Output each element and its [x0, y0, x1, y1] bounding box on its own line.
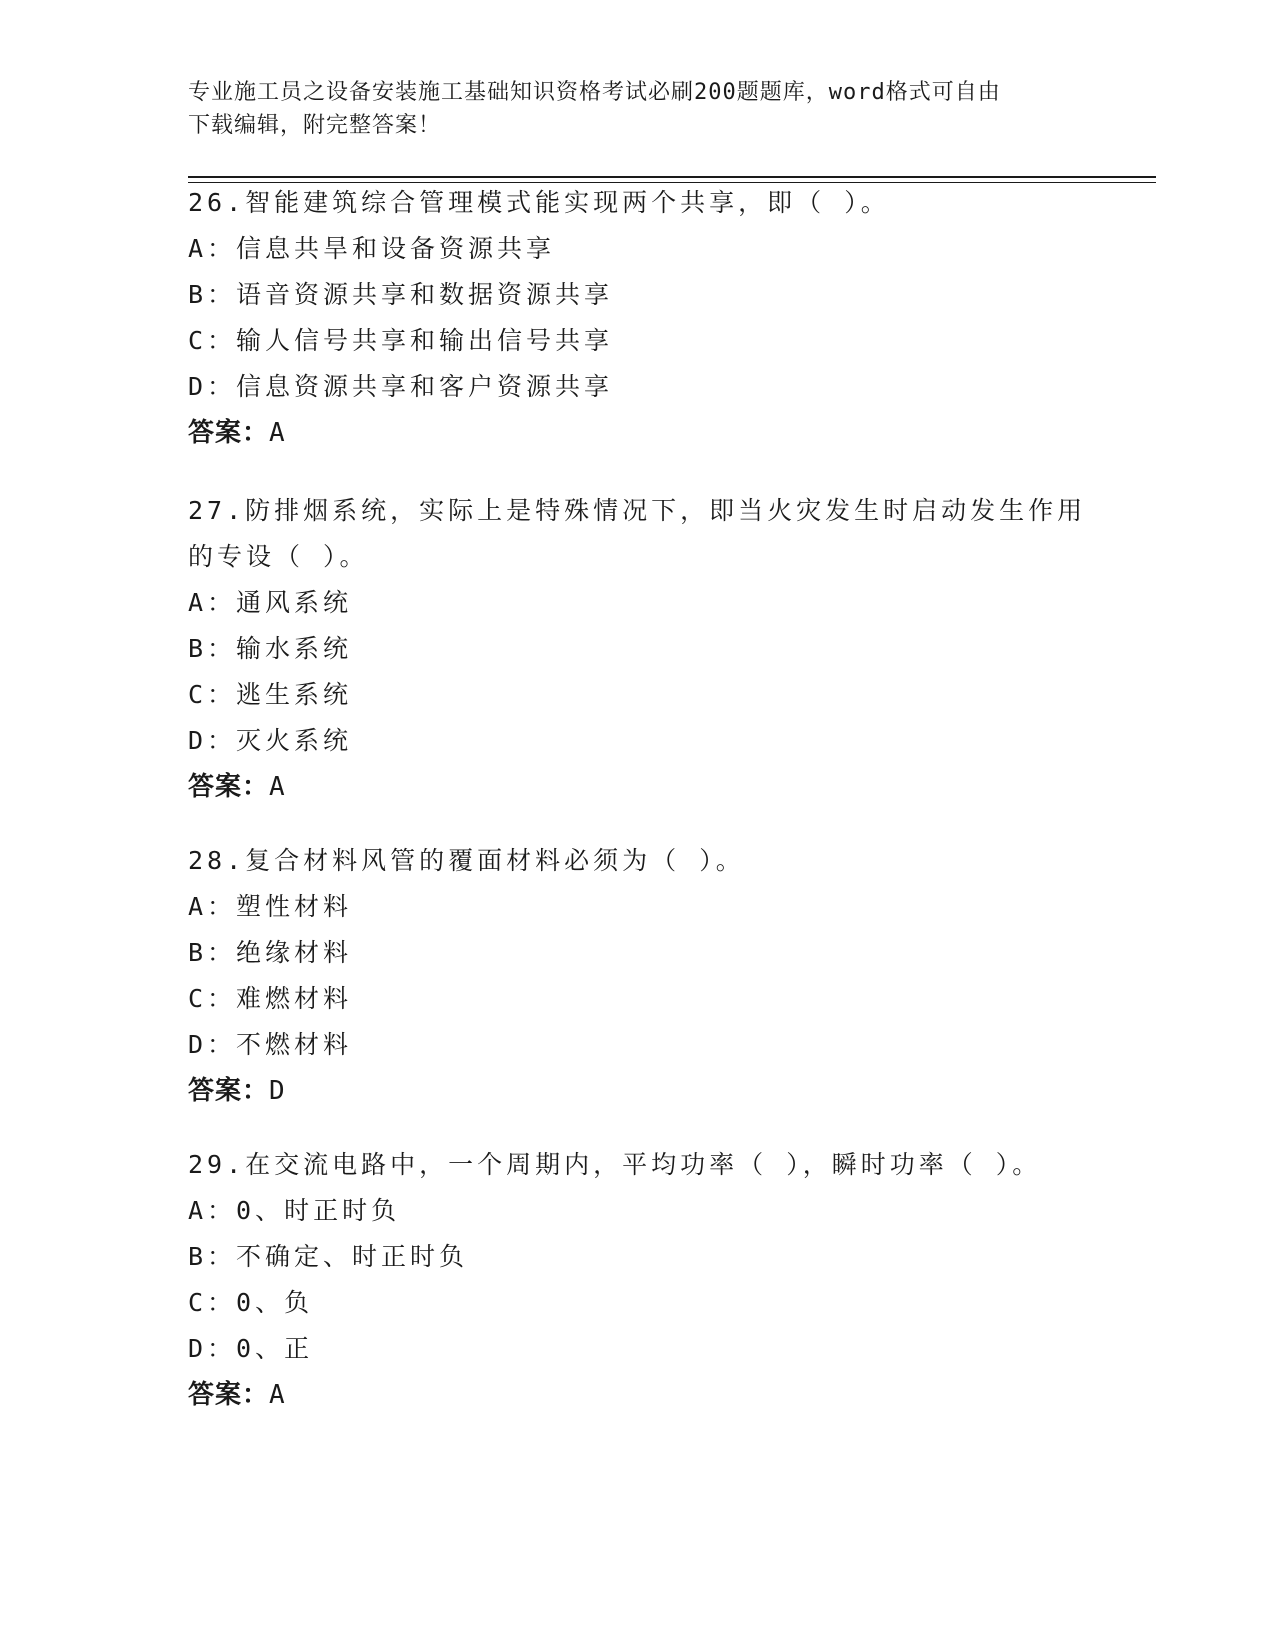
option-d: D：灭火系统 [188, 726, 353, 755]
option-b: B：语音资源共享和数据资源共享 [188, 280, 614, 309]
option-a: A：塑性材料 [188, 892, 353, 921]
option-c: C：难燃材料 [188, 984, 353, 1013]
question-stem: 26.智能建筑综合管理模式能实现两个共享，即（ ）。 [188, 188, 890, 217]
option-b: B：不确定、时正时负 [188, 1242, 469, 1271]
header-divider-thick [188, 176, 1156, 178]
answer-label: 答案： [188, 418, 270, 448]
header-line-2: 下载编辑，附完整答案！ [188, 113, 442, 138]
answer-label: 答案： [188, 1076, 270, 1106]
question-26 [188, 180, 1108, 456]
option-c: C：0、负 [188, 1288, 314, 1317]
question-28 [188, 838, 1108, 1114]
option-d: D：0、正 [188, 1334, 314, 1363]
answer-line [188, 1068, 1108, 1114]
question-stem: 29.在交流电路中，一个周期内，平均功率（ ），瞬时功率（ ）。 [188, 1150, 1042, 1179]
answer-line [188, 764, 1108, 810]
document-header [188, 76, 1088, 142]
answer-line [188, 1372, 1108, 1418]
answer-label: 答案： [188, 772, 270, 802]
option-a: A：0、时正时负 [188, 1196, 401, 1225]
option-c: C：逃生系统 [188, 680, 353, 709]
header-line-1: 专业施工员之设备安装施工基础知识资格考试必刷200题题库，word格式可自由 [188, 80, 1001, 105]
answer-value: A [269, 1380, 286, 1410]
option-c: C：输人信号共享和输出信号共享 [188, 326, 614, 355]
answer-label: 答案： [188, 1380, 270, 1410]
answer-line [188, 410, 1108, 456]
option-a: A：通风系统 [188, 588, 353, 617]
answer-value: A [269, 418, 286, 448]
option-a: A：信息共旱和设备资源共享 [188, 234, 556, 263]
question-29 [188, 1142, 1108, 1418]
answer-value: A [269, 772, 286, 802]
question-stem: 28.复合材料风管的覆面材料必须为（ ）。 [188, 846, 745, 875]
question-stem-line-1: 27.防排烟系统，实际上是特殊情况下，即当火灾发生时启动发生作用 [188, 496, 1087, 525]
option-d: D：信息资源共享和客户资源共享 [188, 372, 614, 401]
question-27 [188, 488, 1108, 810]
option-b: B：绝缘材料 [188, 938, 353, 967]
answer-value: D [269, 1076, 286, 1106]
question-stem-line-2: 的专设（ ）。 [188, 542, 369, 571]
option-d: D：不燃材料 [188, 1030, 353, 1059]
option-b: B：输水系统 [188, 634, 353, 663]
